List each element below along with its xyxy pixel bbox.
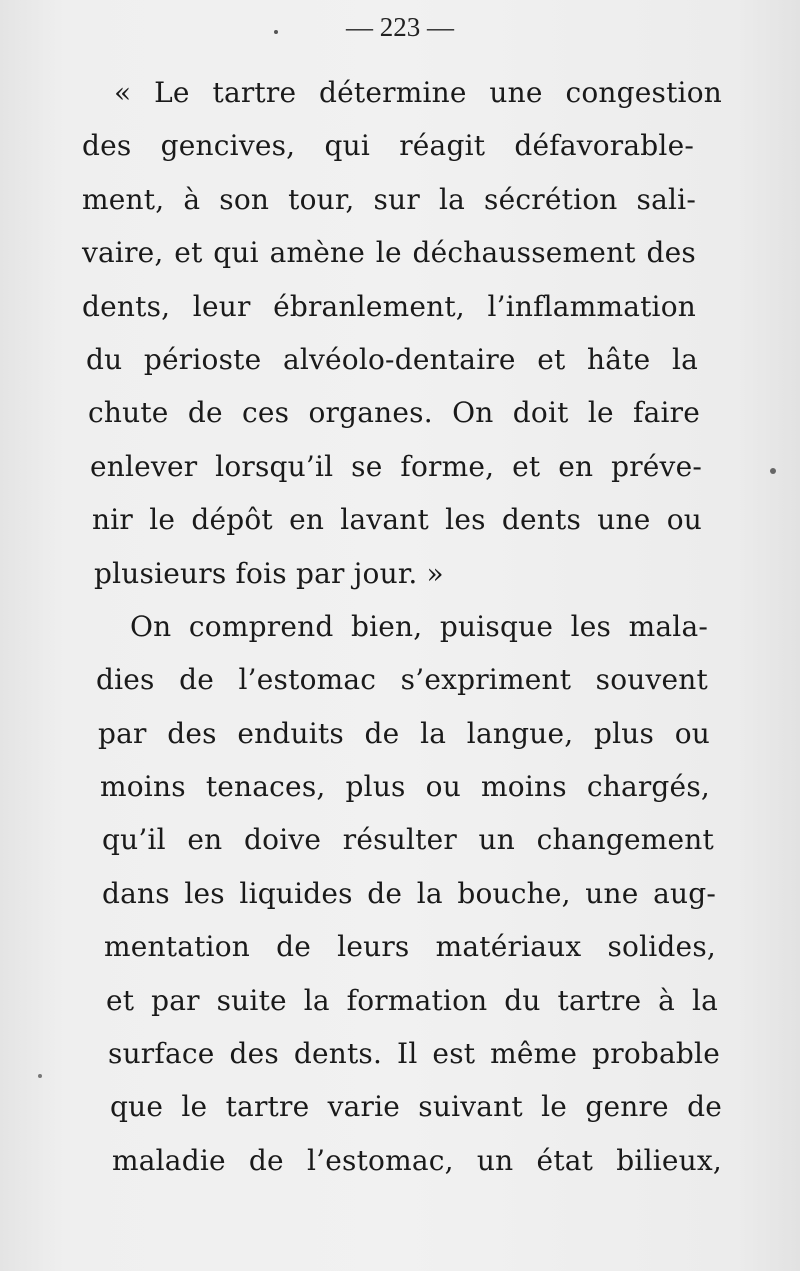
ink-speck xyxy=(770,468,776,474)
text-line: On comprend bien, puisque les mala- xyxy=(130,609,708,643)
ink-speck xyxy=(274,30,278,34)
text-line: nir le dépôt en lavant les dents une ou xyxy=(92,503,702,537)
text-line: qu’il en doive résulter un changement xyxy=(102,823,714,857)
body-text xyxy=(82,66,722,1187)
text-line: moins tenaces, plus ou moins chargés, xyxy=(100,770,710,804)
text-line: des gencives, qui réagit défavorable- xyxy=(82,129,694,163)
ink-speck xyxy=(38,1074,42,1078)
text-line: mentation de leurs matériaux solides, xyxy=(104,930,716,964)
text-line: « Le tartre détermine une congestion xyxy=(114,76,722,109)
text-line: plusieurs fois par jour. » xyxy=(94,556,444,590)
page-number: — 223 — xyxy=(346,12,454,42)
text-line: enlever lorsqu’il se forme, et en préve- xyxy=(90,449,702,483)
text-line: dans les liquides de la bouche, une aug- xyxy=(102,876,716,910)
text-line: par des enduits de la langue, plus ou xyxy=(98,716,710,750)
text-line: dies de l’estomac s’expriment souvent xyxy=(96,663,708,697)
text-line: maladie de l’estomac, un état bilieux, xyxy=(112,1143,722,1177)
text-line: dents, leur ébranlement, l’inflammation xyxy=(82,289,696,323)
text-line: surface des dents. Il est même probable xyxy=(108,1037,720,1071)
text-line: vaire, et qui amène le déchaussement des xyxy=(82,236,696,270)
text-line: que le tartre varie suivant le genre de xyxy=(110,1090,722,1124)
text-line: chute de ces organes. On doit le faire xyxy=(88,396,700,430)
text-line: et par suite la formation du tartre à la xyxy=(106,983,718,1017)
text-line: du périoste alvéolo-dentaire et hâte la xyxy=(86,342,698,376)
text-line: ment, à son tour, sur la sécrétion sali- xyxy=(82,182,696,216)
